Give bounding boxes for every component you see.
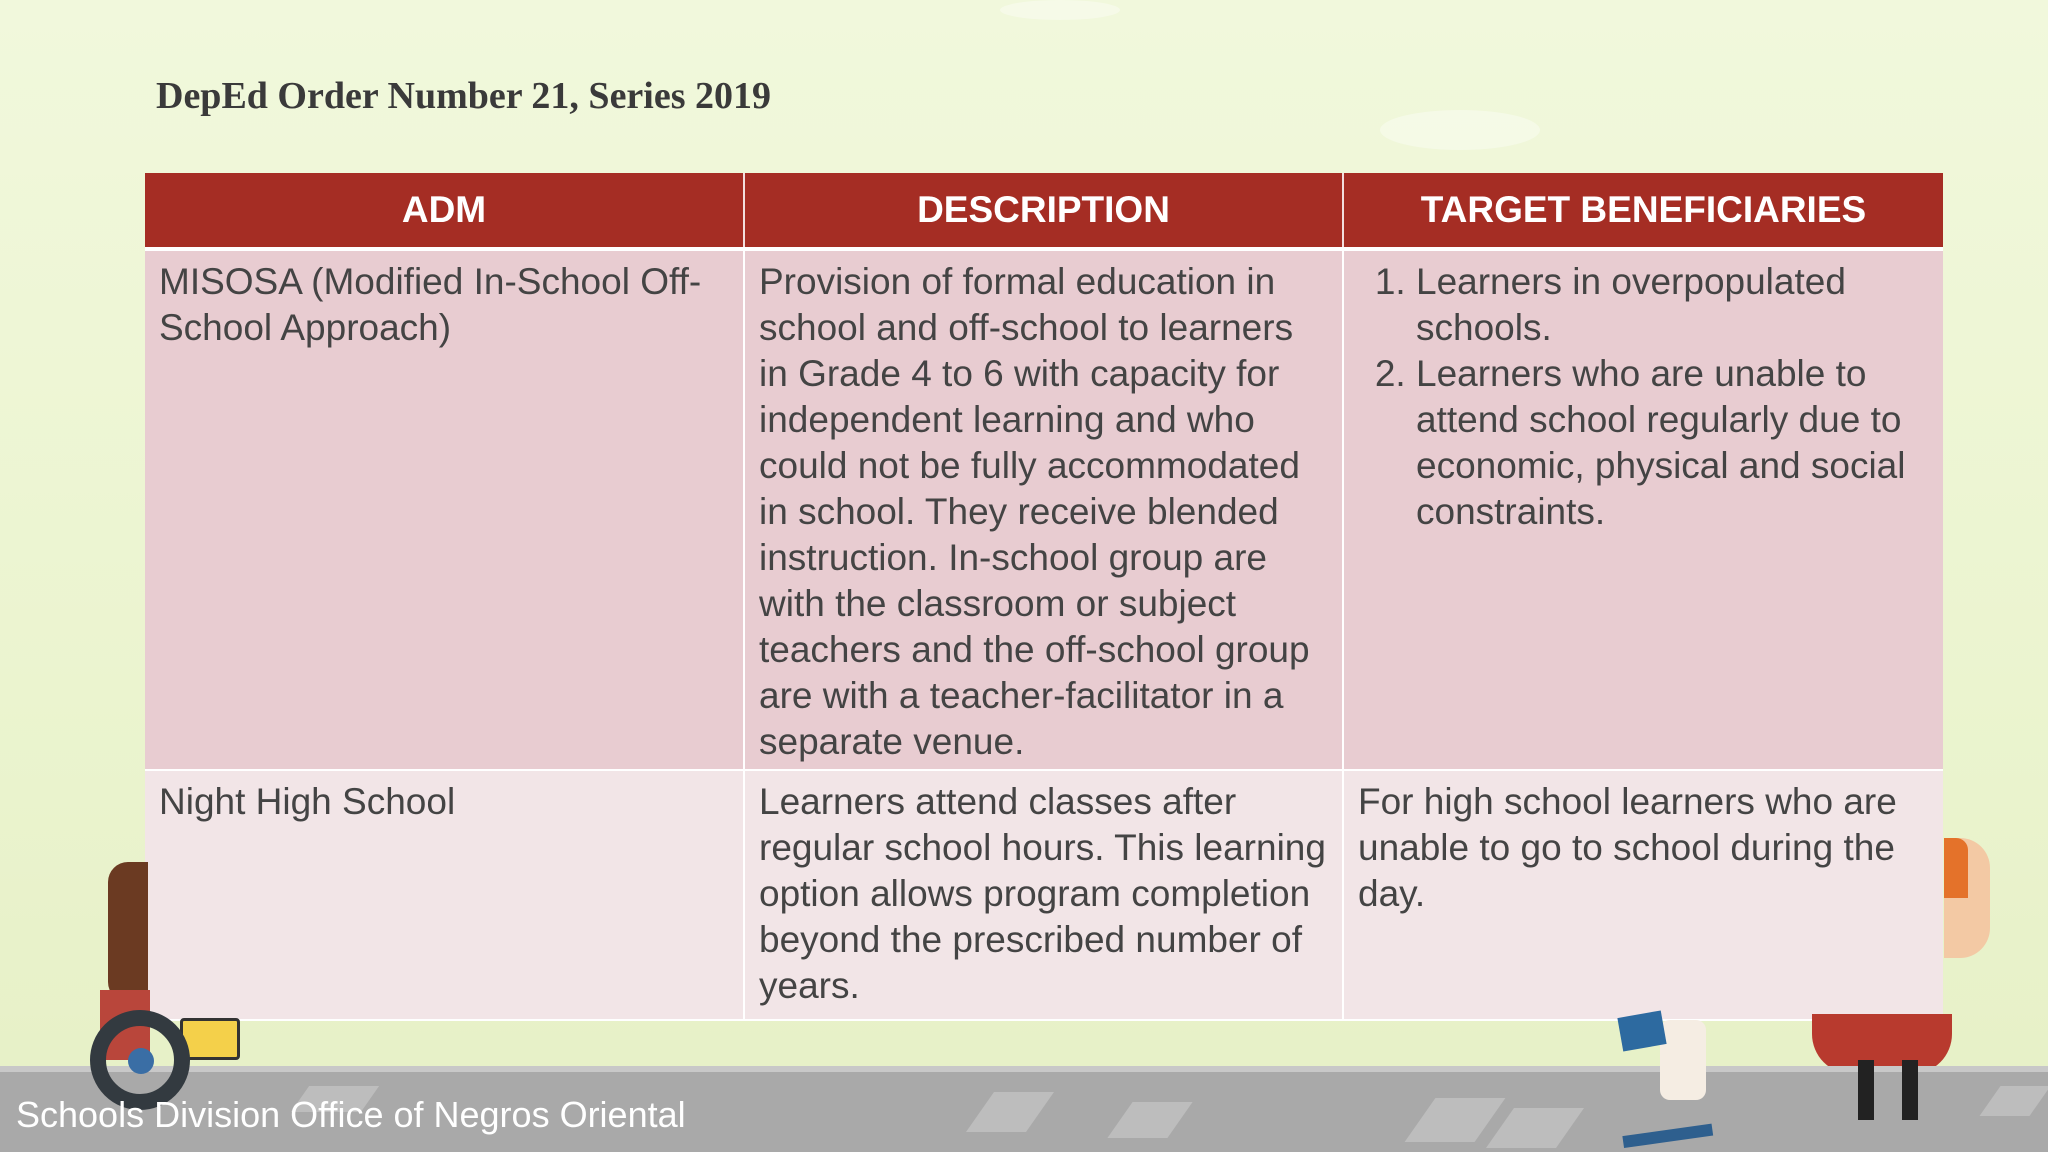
- cell-beneficiaries: For high school learners who are unable to go to school during the day.: [1343, 770, 1943, 1020]
- beneficiaries-list: [1358, 259, 1929, 535]
- background-blob: [1380, 110, 1540, 150]
- road-tile: [1979, 1086, 2048, 1116]
- footer-organization: Schools Division Office of Negros Oriental: [16, 1094, 686, 1135]
- adm-table-container: [145, 173, 1943, 1021]
- list-item: 1. Learners in overpopulated schools.: [1416, 259, 1929, 351]
- table-header-row: [145, 173, 1943, 249]
- adm-table: [145, 173, 1943, 1021]
- slide-title: DepEd Order Number 21, Series 2019: [156, 75, 772, 117]
- child-right-legs: [1858, 1060, 1918, 1120]
- header-description: DESCRIPTION: [744, 173, 1343, 249]
- cell-adm: MISOSA (Modified In-School Off-School Approach): [145, 249, 744, 770]
- header-target-beneficiaries: TARGET BENEFICIARIES: [1343, 173, 1943, 249]
- road-tile: [1486, 1108, 1584, 1148]
- road-tile: [1107, 1102, 1192, 1138]
- road-tile: [966, 1092, 1054, 1132]
- cell-description: Learners attend classes after regular school hours. This learning option allows program completion beyond the prescribed number of years.: [744, 770, 1343, 1020]
- background-blob: [1000, 0, 1120, 20]
- wheel-hub: [128, 1048, 154, 1074]
- cell-beneficiaries: [1343, 249, 1943, 770]
- list-item: 2. Learners who are unable to attend school regularly due to economic, physical and social constraints.: [1416, 351, 1929, 535]
- header-adm: ADM: [145, 173, 744, 249]
- child-left-illustration: [108, 862, 148, 1002]
- table-row-night-high-school: [145, 770, 1943, 1020]
- table-row-misosa: [145, 249, 1943, 770]
- child-right-hair: [1944, 838, 1968, 898]
- cell-description: Provision of formal education in school and off-school to learners in Grade 4 to 6 with capacity for independent learning and who could not be fully accommodated in school. They receive blended instruction. In-school group are with the classroom or subject teachers and the off-school group are with a teacher-facilitator in a separate venue.: [744, 249, 1343, 770]
- cell-adm: Night High School: [145, 770, 744, 1020]
- road-tile: [1405, 1098, 1506, 1142]
